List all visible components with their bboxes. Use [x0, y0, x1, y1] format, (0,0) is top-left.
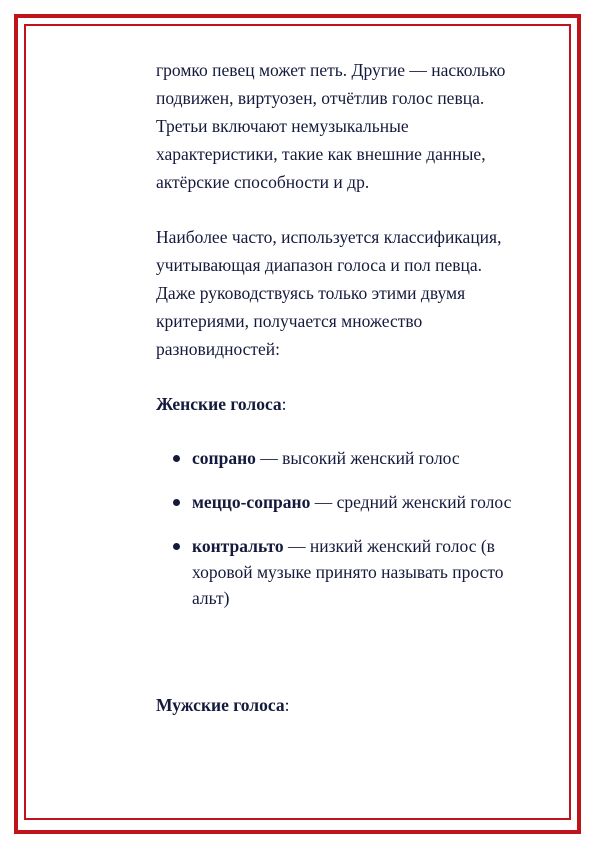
female-voices-heading [156, 390, 516, 418]
voice-description: — средний женский голос [310, 492, 512, 512]
male-voices-heading-colon: : [284, 695, 290, 715]
paragraph-classification: Наиболее часто, используется классификация, учитывающая диапазон голоса и пол певца. Даже руководствуясь только этими двумя критериями, получается множество разновидностей: [156, 227, 502, 359]
male-voices-heading-text: Мужские голоса [156, 695, 285, 715]
bullet-icon [173, 499, 180, 506]
female-voices-heading-colon: : [281, 394, 287, 414]
voice-term: сопрано [192, 448, 256, 468]
bullet-icon [173, 455, 180, 462]
vertical-spacer [156, 629, 516, 691]
voice-description: — низкий женский голос (в хоровой музыке принято называть просто альт) [192, 536, 504, 608]
voice-term: контральто [192, 536, 284, 556]
list-item-soprano [156, 445, 516, 471]
female-voices-heading-text: Женские голоса [156, 394, 282, 414]
document-body [156, 56, 516, 746]
paragraph-voice-criteria: громко певец может петь. Другие — насколько подвижен, виртуозен, отчётлив голос певца. Третьи включают немузыкальные характеристики, такие как внешние данные, актёрские способности и др. [156, 60, 506, 192]
bullet-icon [173, 543, 180, 550]
list-item-mezzo-soprano [156, 489, 516, 515]
voice-description: — высокий женский голос [255, 448, 460, 468]
list-item-contralto [156, 533, 516, 611]
female-voices-list [156, 445, 516, 611]
voice-term: меццо-сопрано [192, 492, 311, 512]
male-voices-heading [156, 691, 516, 719]
